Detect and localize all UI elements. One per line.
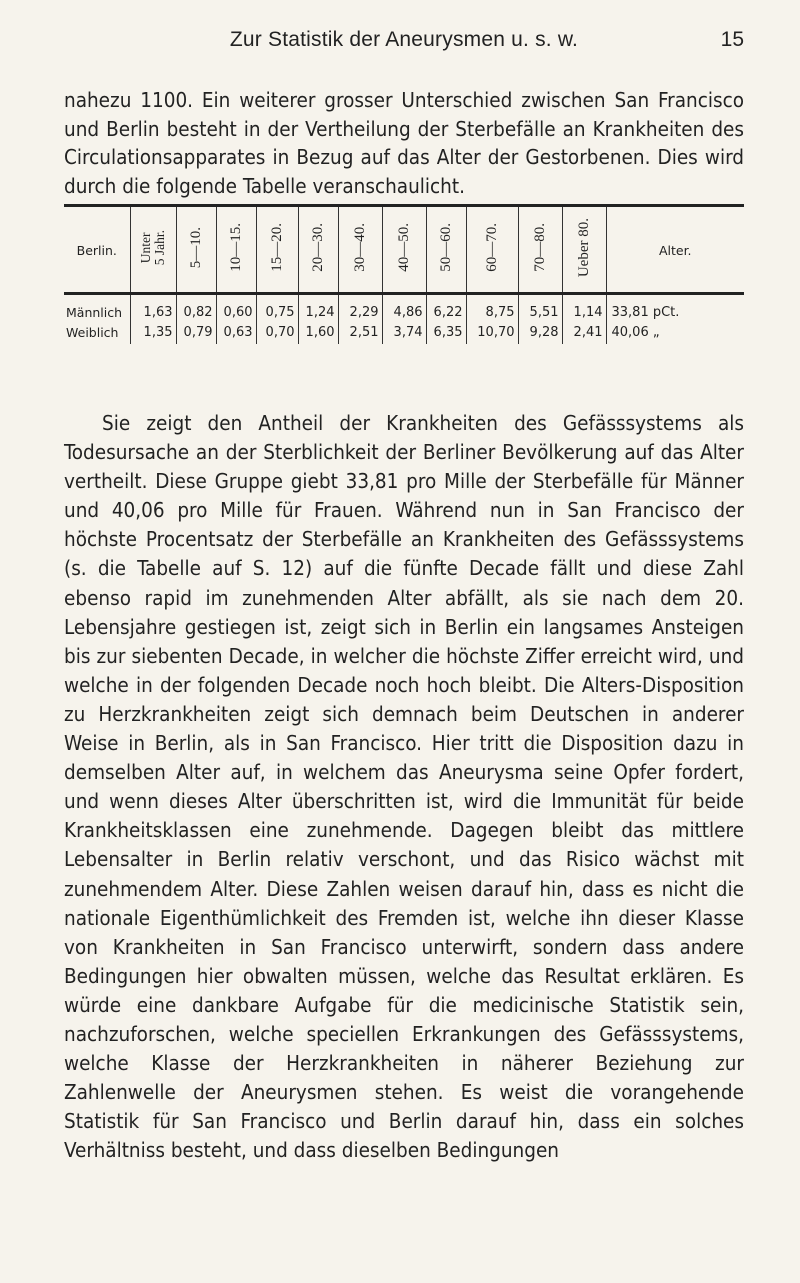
table-cell: 3,74 [382, 320, 426, 344]
table-cell: 5,51 [518, 294, 562, 321]
table-cell: 0,63 [216, 320, 256, 344]
table-cell: 6,22 [426, 294, 466, 321]
table-header-row [64, 206, 744, 294]
table-cell: 2,51 [338, 320, 382, 344]
col-header-unter-5: Unter 5 Jahr. [130, 206, 176, 294]
col-header-ueber-80: Ueber 80. [562, 206, 606, 294]
table-cell: 0,60 [216, 294, 256, 321]
paragraph-intro: nahezu 1100. Ein weiterer grosser Unterschied zwischen San Francisco und Berlin besteht in der Vertheilung der Sterbefälle an Krankheiten des Circulationsapparates in Bezug auf das Alter der Gestorbenen. Dies wird durch die folgende Tabelle veranschaulicht. [64, 88, 744, 198]
col-header-10-15: 10—15. [216, 206, 256, 294]
table-cell: 6,35 [426, 320, 466, 344]
table-cell: 0,79 [176, 320, 216, 344]
col-header-60-70: 60—70. [466, 206, 518, 294]
table-cell: 1,24 [298, 294, 338, 321]
col-header-40-50: 40—50. [382, 206, 426, 294]
table-cell: 10,70 [466, 320, 518, 344]
col-header-20-30: 20—30. [298, 206, 338, 294]
table-cell: 1,35 [130, 320, 176, 344]
table-cell: 0,75 [256, 294, 298, 321]
col-header-30-40: 30—40. [338, 206, 382, 294]
table-cell: 4,86 [382, 294, 426, 321]
running-head [64, 28, 744, 58]
header-berlin: Berlin. [76, 243, 117, 258]
table-cell: 1,60 [298, 320, 338, 344]
table-cell: 2,41 [562, 320, 606, 344]
table-cell: 1,14 [562, 294, 606, 321]
col-header-15-20: 15—20. [256, 206, 298, 294]
row-label: Weiblich [66, 324, 119, 340]
table-cell: 9,28 [518, 320, 562, 344]
page-number: 15 [720, 28, 744, 51]
paragraph-body: Sie zeigt den Antheil der Krankheiten des Gefässsystems als Todesursache an der Sterblichkeit der Berliner Bevölkerung auf das Alter vertheilt. Diese Gruppe giebt 33,81 pro Mille der Sterbefälle für Männer und 40,06 pro Mille für Frauen. Während nun in San Francisco der höchste Procentsatz der Sterbefälle an Krankheiten des Gefässsystems (s. die Tabelle auf S. 12) auf die fünfte Decade fällt und diese Zahl ebenso rapid im zunehmenden Alter abfällt, als sie nach dem 20. Lebensjahre gestiegen ist, zeigt sich in Berlin ein langsames Ansteigen bis zur siebenten Decade, in welcher die höchste Ziffer erreicht wird, und welche in der folgenden Decade noch hoch bleibt. Die Alters-Disposition zu Herzkrankheiten zeigt sich demnach beim Deutschen in anderer Weise in Berlin, als in San Francisco. Hier tritt die Disposition dazu in demselben Alter auf, in welchem das Aneurysma seine Opfer fordert, und wenn dieses Alter überschritten ist, wird die Immunität für beide Krankheitsklassen eine zunehmende. Dagegen bleibt das mittlere Lebensalter in Berlin relativ verschont, und das Risico wächst mit zunehmendem Alter. Diese Zahlen weisen darauf hin, dass es nicht die nationale Eigenthümlichkeit des Fremden ist, welche ihn dieser Klasse von Krankheiten in San Francisco unterwirft, sondern dass andere Bedingungen hier obwalten müssen, welche das Resultat erklären. Es würde eine dankbare Aufgabe für die medicinische Statistik sein, nachzuforschen, welche speciellen Erkrankungen des Gefässsystems, welche Klasse der Herzkrankheiten in näherer Beziehung zur Zahlenwelle der Aneurysmen stehen. Es weist die vorangehende Statistik für San Francisco und Berlin darauf hin, dass ein solches Verhältniss besteht, und dass dieselben Bedingungen [64, 411, 744, 1163]
row-label: Männlich [66, 305, 123, 320]
mortality-table [64, 204, 744, 344]
table-row-weiblich [64, 320, 744, 344]
header-alter: Alter. [606, 206, 744, 294]
table-cell: 1,63 [130, 294, 176, 321]
table-cell-alter: 33,81 pCt. [606, 294, 744, 321]
col-header-50-60: 50—60. [426, 206, 466, 294]
col-header-5-10: 5—10. [176, 206, 216, 294]
table-cell: 0,82 [176, 294, 216, 321]
running-title: Zur Statistik der Aneurysmen u. s. w. [229, 28, 579, 51]
table-cell: 8,75 [466, 294, 518, 321]
table-cell-alter: 40,06 „ [606, 320, 744, 344]
table-cell: 2,29 [338, 294, 382, 321]
table-cell: 0,70 [256, 320, 298, 344]
table-row-maennlich [64, 294, 744, 321]
col-header-70-80: 70—80. [518, 206, 562, 294]
